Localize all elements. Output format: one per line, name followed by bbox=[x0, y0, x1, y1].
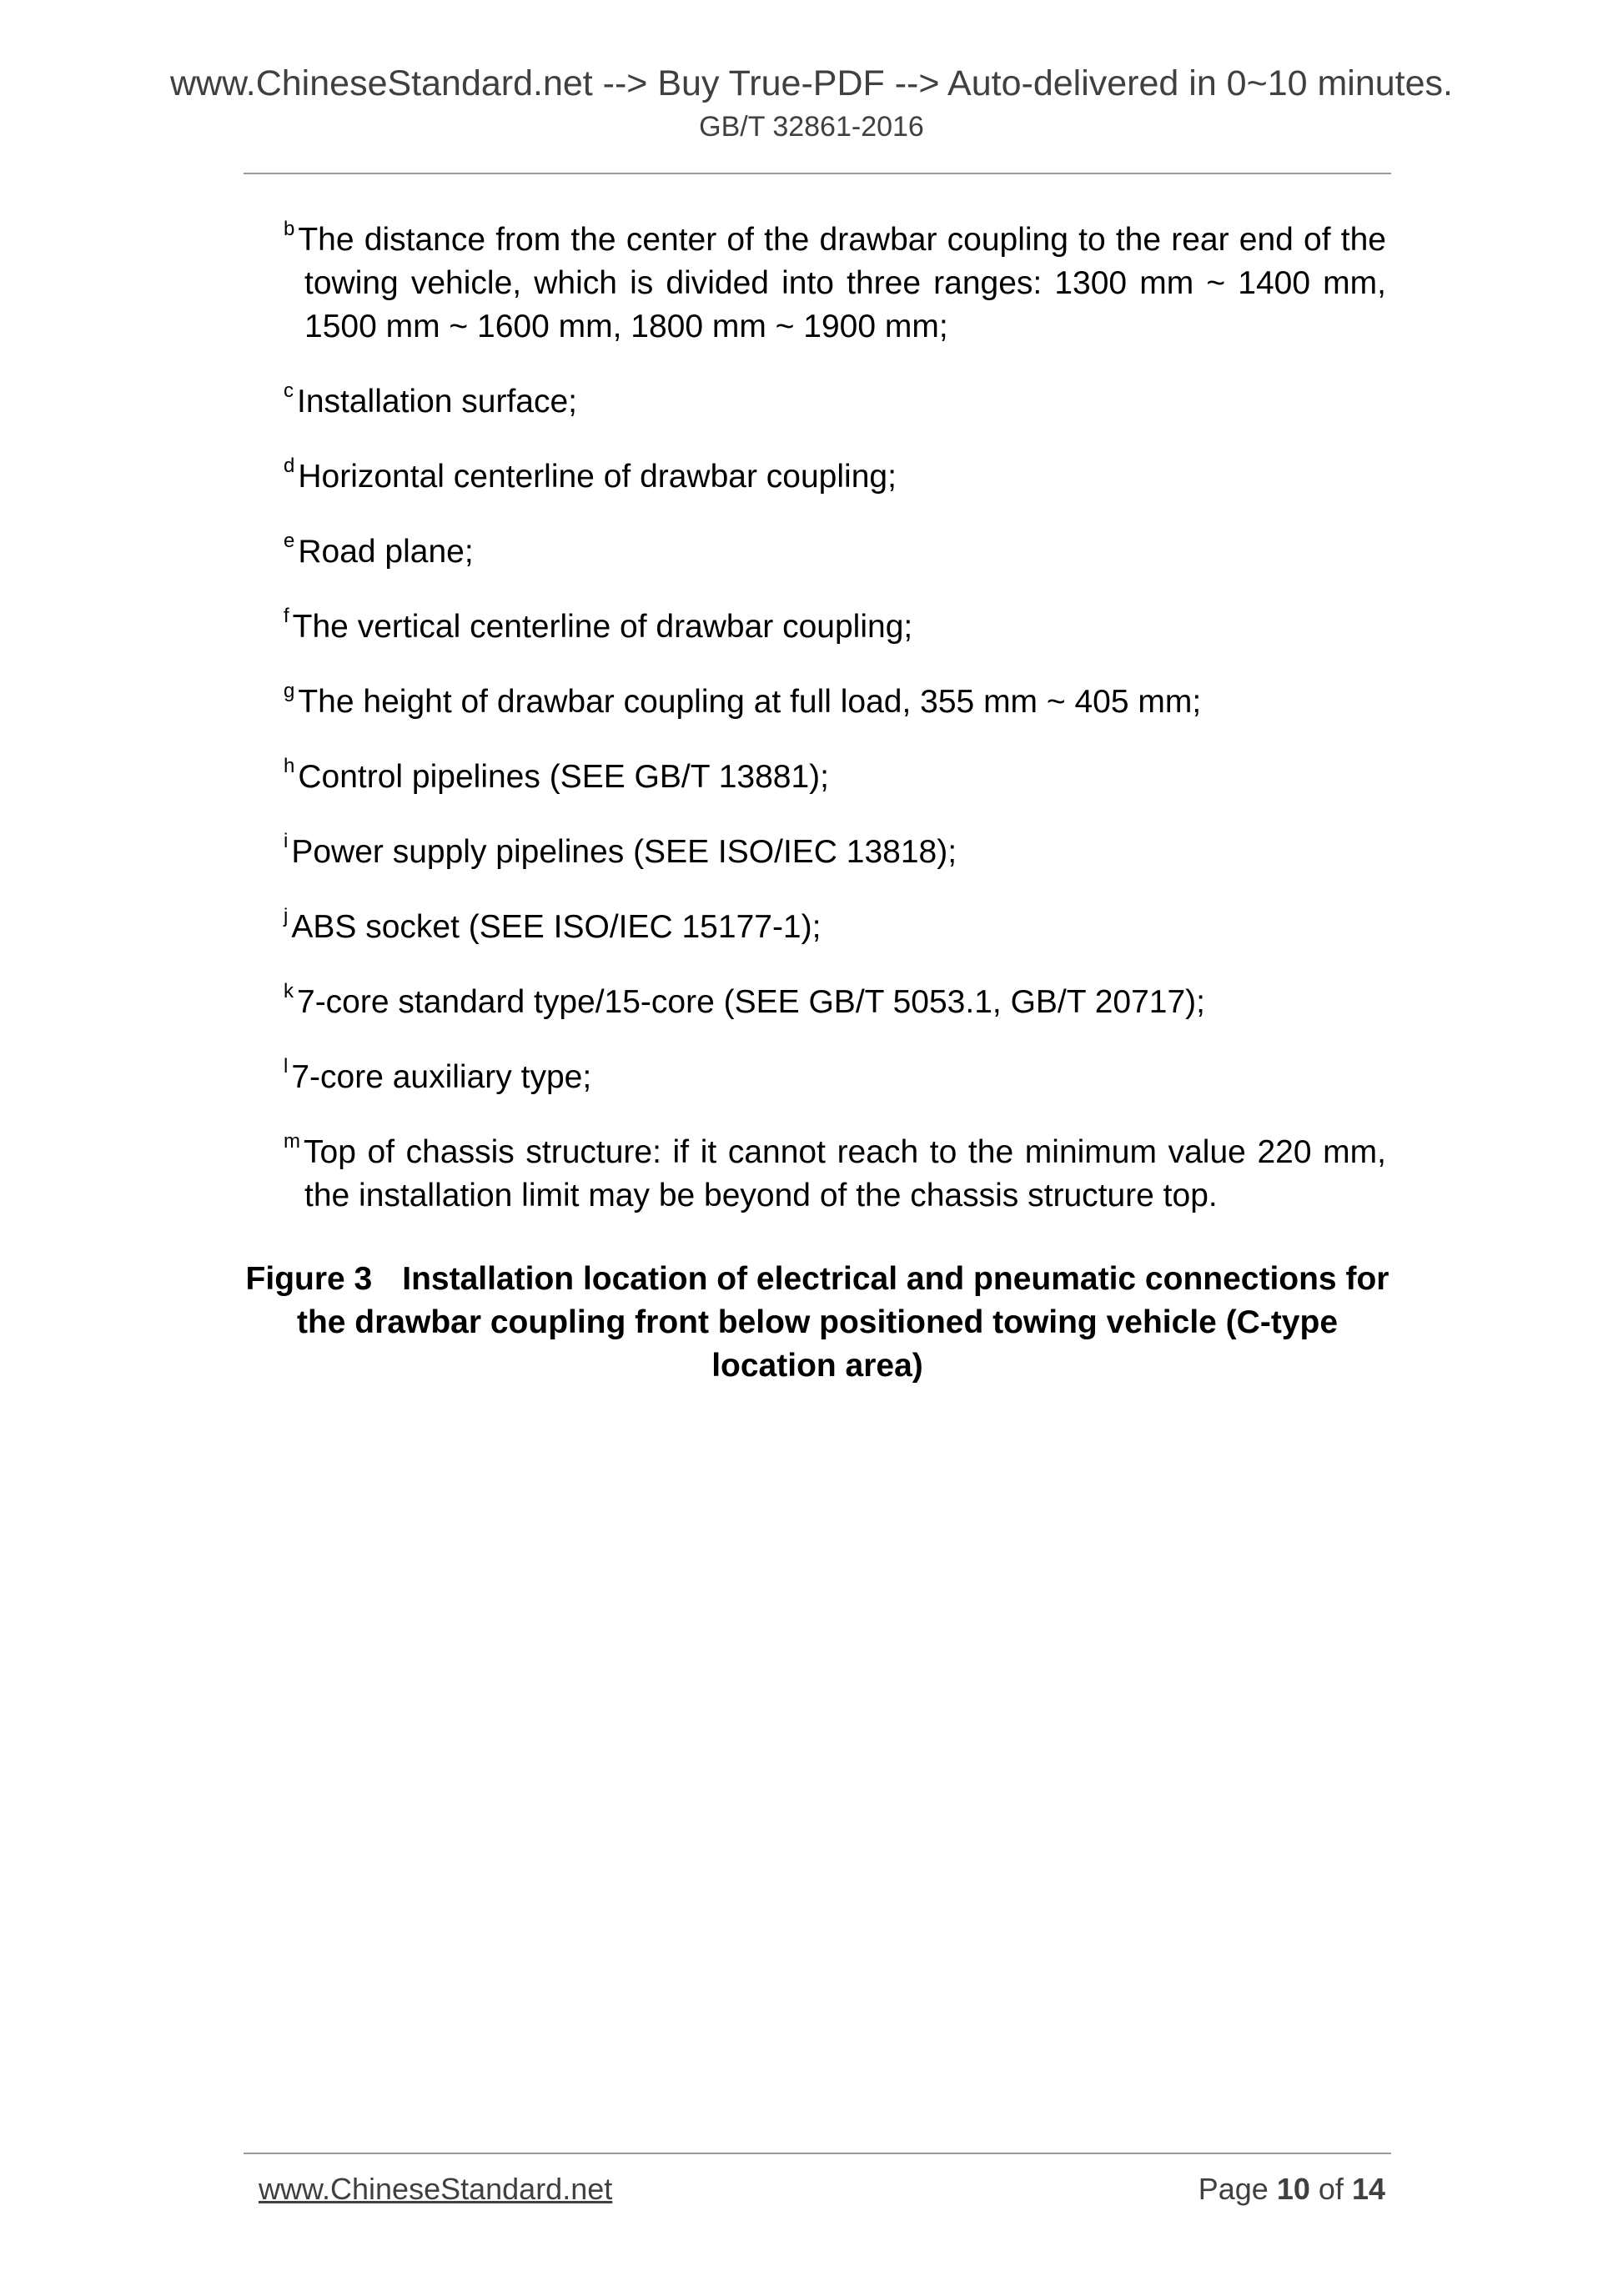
note-item bbox=[284, 906, 1386, 949]
note-item bbox=[284, 219, 1386, 349]
note-text: Power supply pipelines (SEE ISO/IEC 13818); bbox=[291, 834, 957, 870]
figure-caption bbox=[244, 1258, 1391, 1388]
note-item bbox=[284, 756, 1386, 799]
page-prefix: Page bbox=[1198, 2172, 1269, 2206]
standard-code: GB/T 32861-2016 bbox=[699, 111, 924, 143]
note-item bbox=[284, 831, 1386, 874]
note-text: Installation surface; bbox=[297, 384, 578, 420]
figure-title: Installation location of electrical and pneumatic connections for the drawbar coupling front below positioned towing vehicle (C-type location area) bbox=[296, 1261, 1389, 1384]
note-item bbox=[284, 681, 1386, 724]
page-total: 14 bbox=[1351, 2172, 1385, 2206]
note-text: Top of chassis structure: if it cannot reach to the minimum value 220 mm, the installation limit may be beyond of the chassis structure top. bbox=[304, 1134, 1386, 1213]
note-text: 7-core standard type/15-core (SEE GB/T 5053.1, GB/T 20717); bbox=[297, 984, 1205, 1020]
note-marker: k bbox=[284, 980, 294, 1002]
note-marker: e bbox=[284, 530, 295, 552]
note-marker: m bbox=[284, 1130, 300, 1153]
note-item bbox=[284, 380, 1386, 424]
note-marker: h bbox=[284, 755, 295, 777]
note-item bbox=[284, 530, 1386, 574]
note-text: 7-core auxiliary type; bbox=[291, 1059, 592, 1095]
note-marker: c bbox=[284, 379, 294, 402]
footer-website-link[interactable]: www.ChineseStandard.net bbox=[259, 2172, 613, 2206]
note-text: ABS socket (SEE ISO/IEC 15177-1); bbox=[291, 909, 822, 945]
note-marker: j bbox=[284, 905, 289, 927]
note-item bbox=[284, 455, 1386, 499]
note-item bbox=[284, 981, 1386, 1024]
note-text: The distance from the center of the drawbar coupling to the rear end of the towing vehicle, which is divided into three ranges: 1300 mm ~ 1400 mm, 1500 mm ~ 1600 mm, 1800 mm ~ 1900 mm; bbox=[298, 222, 1386, 344]
note-marker: f bbox=[284, 605, 289, 627]
page-indicator bbox=[1198, 2172, 1385, 2207]
note-text: Horizontal centerline of drawbar coupling; bbox=[298, 459, 897, 495]
note-item bbox=[284, 1131, 1386, 1218]
page-of: of bbox=[1318, 2172, 1344, 2206]
note-marker: l bbox=[284, 1055, 289, 1078]
page-current: 10 bbox=[1276, 2172, 1310, 2206]
note-text: Control pipelines (SEE GB/T 13881); bbox=[298, 759, 829, 795]
note-marker: b bbox=[284, 218, 295, 240]
note-marker: g bbox=[284, 680, 295, 702]
note-marker: i bbox=[284, 830, 289, 852]
note-text: The height of drawbar coupling at full load, 355 mm ~ 405 mm; bbox=[298, 684, 1202, 720]
footer-divider bbox=[244, 2153, 1391, 2154]
header-banner: www.ChineseStandard.net --> Buy True-PDF --> Auto-delivered in 0~10 minutes. bbox=[169, 63, 1453, 103]
note-marker: d bbox=[284, 455, 295, 477]
page-header bbox=[0, 62, 1623, 147]
note-item bbox=[284, 1056, 1386, 1099]
header-divider bbox=[244, 173, 1391, 174]
note-item bbox=[284, 605, 1386, 649]
figure-number: Figure 3 bbox=[245, 1261, 373, 1297]
note-text: The vertical centerline of drawbar coupling; bbox=[292, 609, 913, 645]
figure-notes bbox=[284, 219, 1386, 1249]
note-text: Road plane; bbox=[298, 534, 474, 570]
